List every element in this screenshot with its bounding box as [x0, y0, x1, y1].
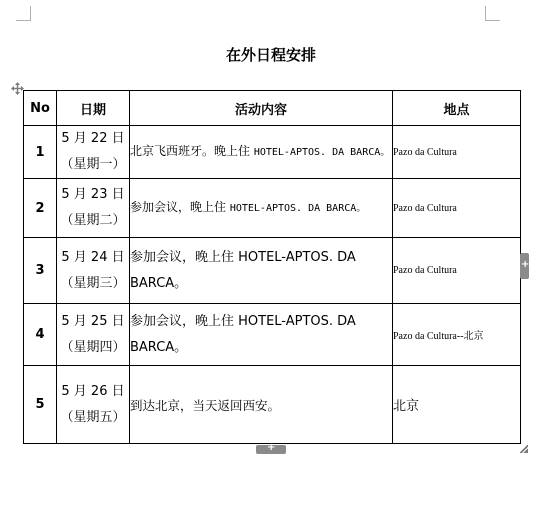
- date-cell[interactable]: [57, 179, 130, 238]
- location-cell[interactable]: 北京: [393, 366, 521, 444]
- add-row-button[interactable]: [256, 442, 286, 454]
- table-resize-handle[interactable]: [520, 445, 528, 453]
- date-cell[interactable]: [57, 238, 130, 304]
- row-number[interactable]: 4: [24, 304, 57, 366]
- weekday-text: （星期二）: [60, 213, 126, 228]
- location-cell[interactable]: Pazo da Cultura--北京: [393, 304, 521, 366]
- date-cell[interactable]: [57, 304, 130, 366]
- schedule-table: [23, 90, 521, 444]
- hotel-text: HOTEL-APTOS. DA BARCA。: [229, 203, 367, 214]
- location-cell[interactable]: Pazo da Cultura: [393, 238, 521, 304]
- location-cell[interactable]: Pazo da Cultura: [393, 179, 521, 238]
- header-date: 日期: [57, 91, 130, 126]
- weekday-text: （星期三）: [60, 275, 126, 291]
- header-location: 地点: [393, 91, 521, 126]
- table-row: [24, 366, 521, 444]
- table-row: [24, 179, 521, 238]
- activity-text: 北京飞西班牙。晚上住: [130, 144, 254, 158]
- activity-cell[interactable]: 参加会议，晚上住 HOTEL-APTOS. DA BARCA。: [130, 304, 393, 366]
- date-text: 5 月 22 日: [61, 131, 125, 146]
- table-row: [24, 238, 521, 304]
- row-number[interactable]: 1: [24, 126, 57, 179]
- document-title: 在外日程安排: [225, 46, 316, 64]
- date-cell[interactable]: [57, 366, 130, 444]
- location-cell[interactable]: Pazo da Cultura: [393, 126, 521, 179]
- table-header-row: [24, 91, 521, 126]
- date-text: 5 月 24 日: [61, 249, 125, 265]
- weekday-text: （星期一）: [60, 157, 126, 172]
- row-number[interactable]: 3: [24, 238, 57, 304]
- page-corner-mark-right: [485, 6, 500, 21]
- activity-cell[interactable]: [130, 179, 393, 238]
- weekday-text: （星期五）: [60, 409, 126, 425]
- table-row: [24, 126, 521, 179]
- date-text: 5 月 26 日: [61, 383, 125, 399]
- weekday-text: （星期四）: [60, 339, 126, 355]
- header-no: No: [24, 91, 57, 126]
- date-text: 5 月 23 日: [61, 187, 125, 202]
- page-corner-mark-left: [16, 6, 31, 21]
- row-number[interactable]: 2: [24, 179, 57, 238]
- header-activity: 活动内容: [130, 91, 393, 126]
- add-column-button[interactable]: [520, 253, 529, 279]
- activity-cell[interactable]: 参加会议，晚上住 HOTEL-APTOS. DA BARCA。: [130, 238, 393, 304]
- plus-icon: +: [267, 442, 276, 453]
- activity-cell[interactable]: 到达北京，当天返回西安。: [130, 366, 393, 444]
- table-row: [24, 304, 521, 366]
- plus-icon: +: [521, 259, 530, 270]
- row-number[interactable]: 5: [24, 366, 57, 444]
- hotel-text: HOTEL-APTOS. DA BARCA。: [253, 147, 391, 158]
- activity-text: 参加会议，晚上住: [130, 200, 230, 214]
- date-cell[interactable]: [57, 126, 130, 179]
- activity-cell[interactable]: [130, 126, 393, 179]
- date-text: 5 月 25 日: [61, 313, 125, 329]
